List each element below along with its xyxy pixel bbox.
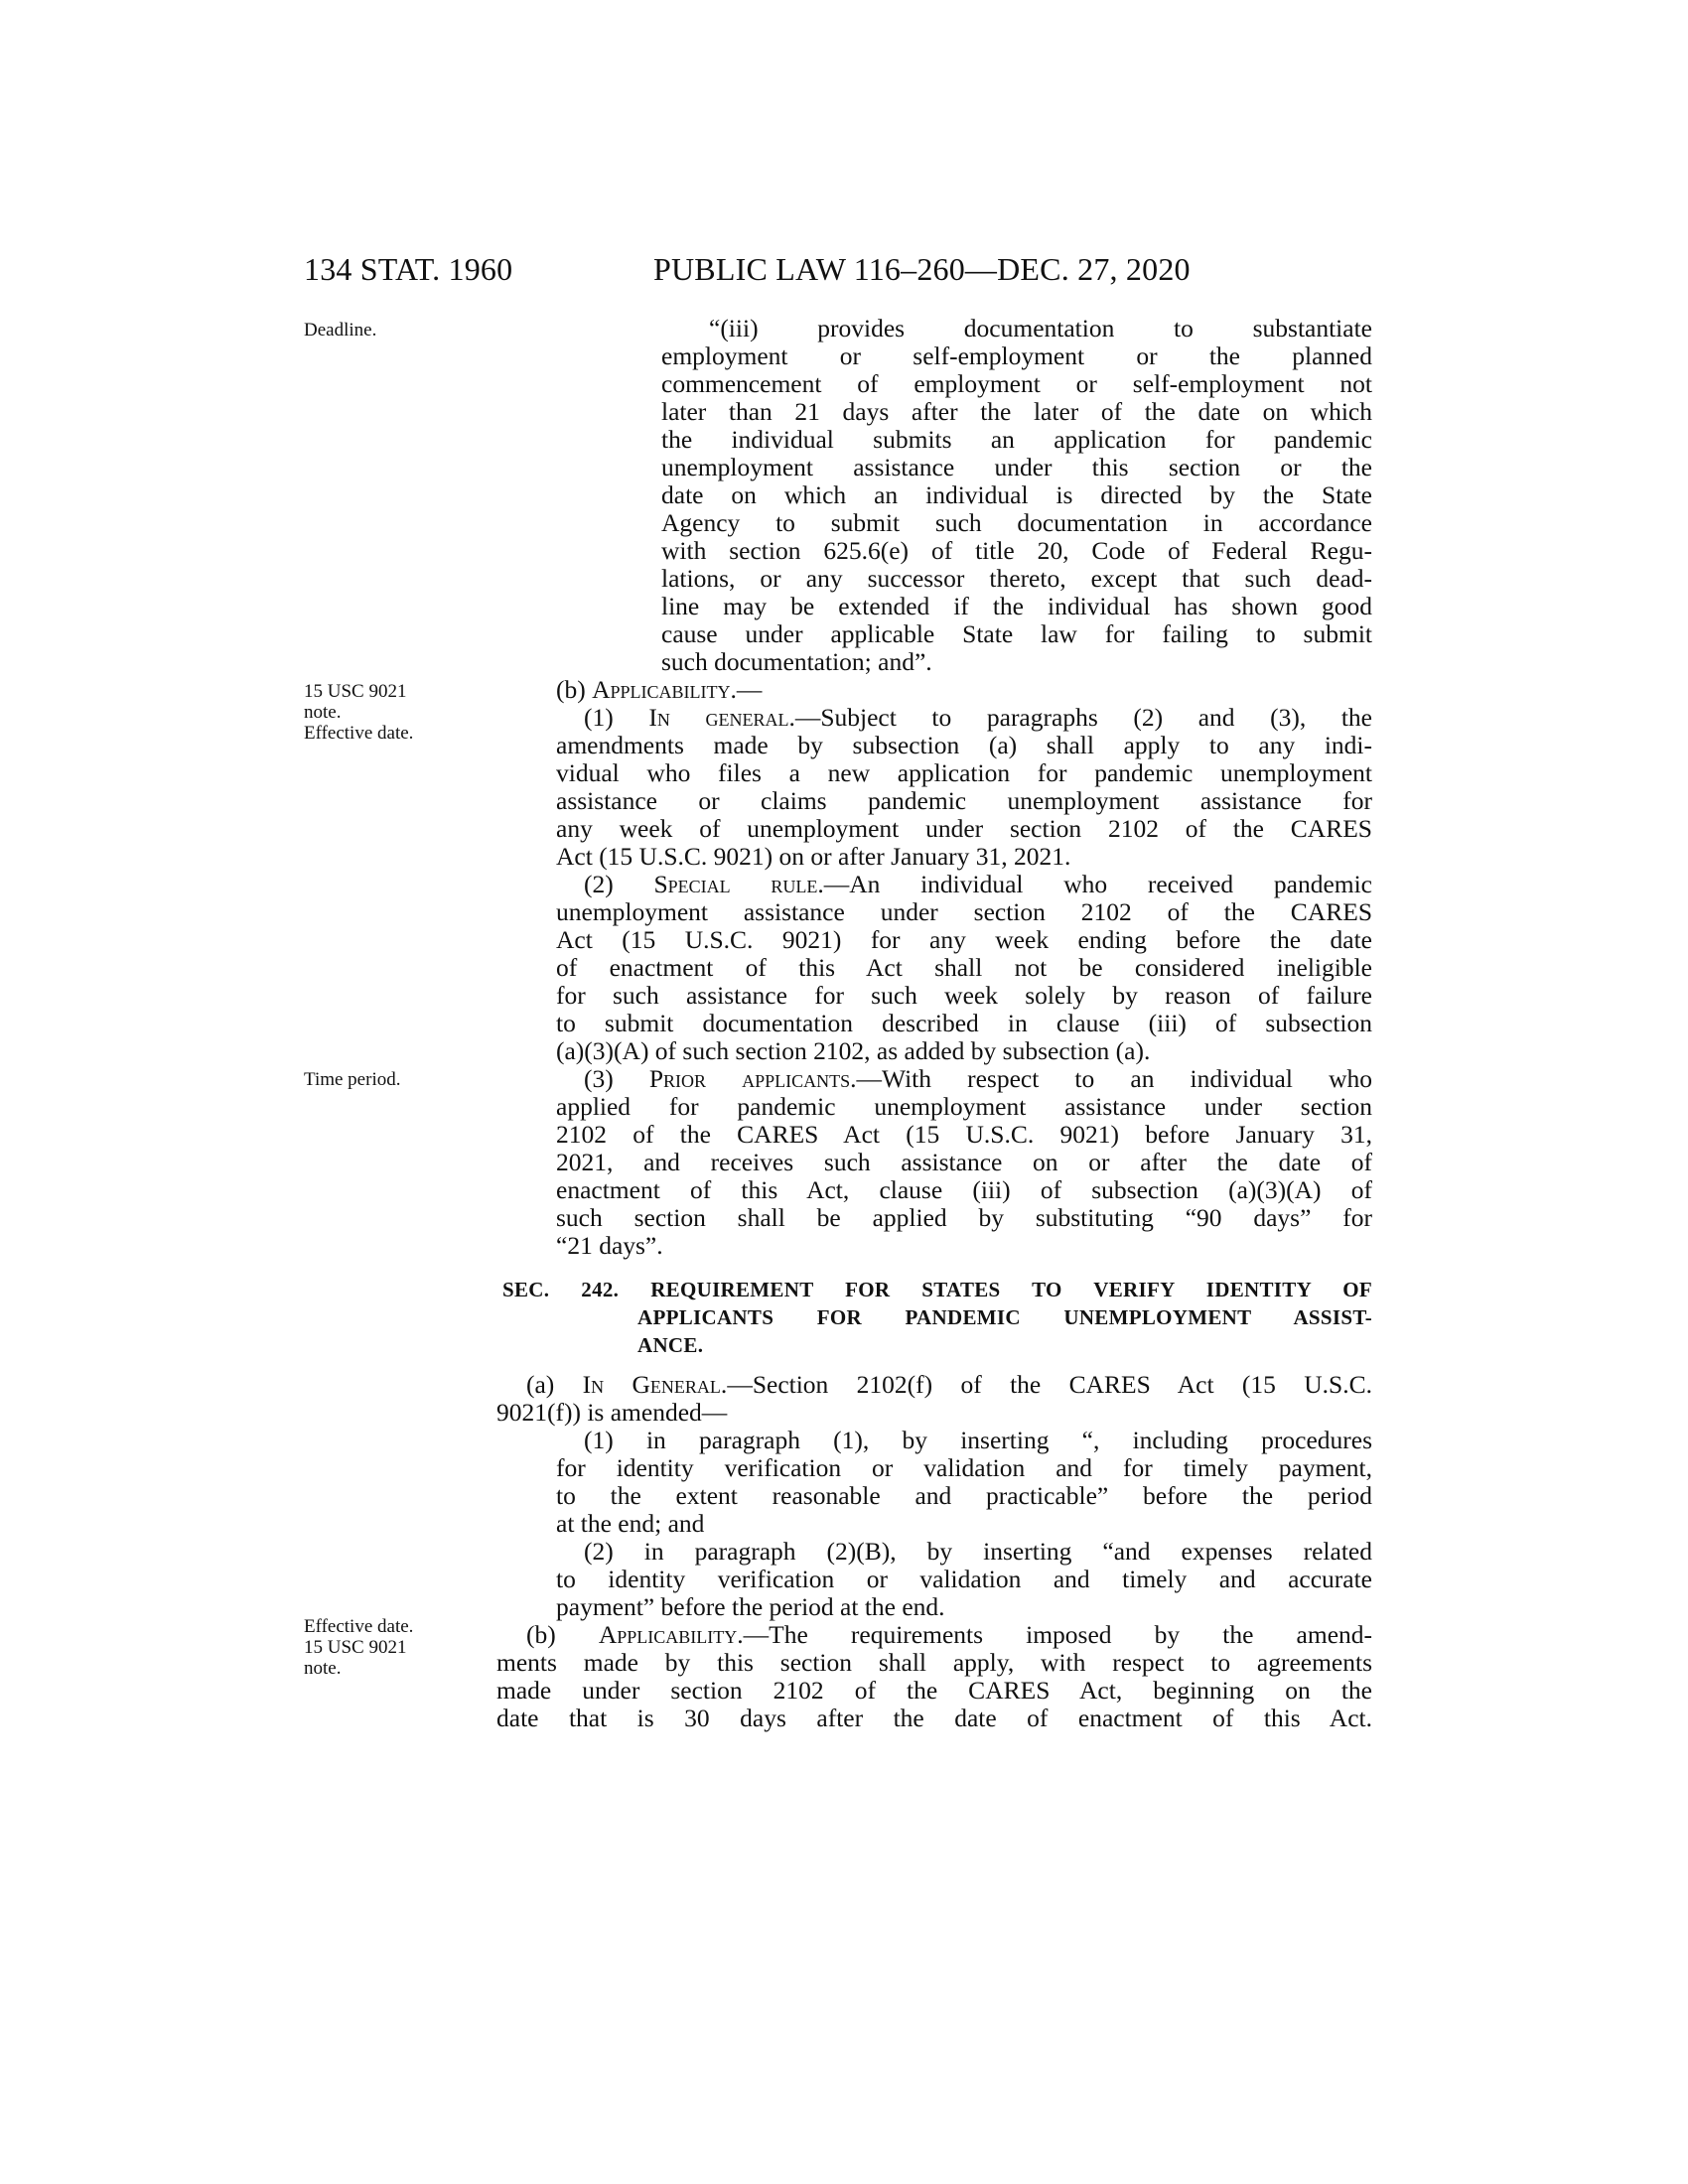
text-line: ments made by this section shall apply, with respect to agreements xyxy=(496,1648,1372,1677)
heading: Applicability. xyxy=(598,1620,744,1649)
label: (2) xyxy=(584,870,654,898)
heading: Special rule. xyxy=(653,870,824,898)
text-line: payment” before the period at the end. xyxy=(556,1592,945,1621)
text: —With respect to an individual who xyxy=(856,1064,1372,1093)
text-line: any week of unemployment under section 2102 of the CARES xyxy=(556,814,1372,843)
text-line: to identity verification or validation and timely and accurate xyxy=(556,1565,1372,1593)
margin-note-applicability xyxy=(304,681,473,744)
text-line: unemployment assistance under this section or the xyxy=(661,453,1372,481)
text-line: (a)(3)(A) of such section 2102, as added by subsection (a). xyxy=(556,1036,1151,1065)
label: (3) xyxy=(584,1064,649,1093)
text-line: 2021, and receives such assistance on or after the date of xyxy=(556,1148,1372,1176)
margin-note-line: Effective date. xyxy=(304,1616,414,1637)
dash: — xyxy=(736,675,763,704)
text-line: cause under applicable State law for failing to submit xyxy=(661,619,1372,648)
paragraph-3-first-line xyxy=(584,1065,1372,1093)
heading: In General. xyxy=(582,1370,728,1399)
label: (1) xyxy=(584,703,649,732)
text-line: for such assistance for such week solely by reason of failure xyxy=(556,981,1372,1010)
text: —An individual who received pandemic xyxy=(823,870,1373,898)
text-line: at the end; and xyxy=(556,1509,705,1538)
margin-note-line: 15 USC 9021 xyxy=(304,1637,407,1658)
text-line: enactment of this Act, clause (iii) of subsection (a)(3)(A) of xyxy=(556,1175,1372,1204)
margin-note-line: Time period. xyxy=(304,1069,401,1090)
heading: In general. xyxy=(648,703,795,732)
margin-note-line: note. xyxy=(304,702,342,723)
margin-note-deadline xyxy=(304,320,473,341)
text-line: applied for pandemic unemployment assistance under section xyxy=(556,1092,1372,1121)
subsection-heading-b xyxy=(556,676,1372,704)
text: —Subject to paragraphs (2) and (3), the xyxy=(794,703,1373,732)
section-title-line: ANCE. xyxy=(637,1333,704,1357)
subsection-b-first-line xyxy=(526,1621,1372,1649)
text-line: lations, or any successor thereto, except that such dead- xyxy=(661,564,1372,593)
text-line: commencement of employment or self-employment not xyxy=(661,369,1372,398)
text-line: made under section 2102 of the CARES Act, beginning on the xyxy=(496,1676,1372,1705)
margin-note-line: note. xyxy=(304,1658,342,1679)
margin-note-time-period xyxy=(304,1069,473,1090)
text-line: 2102 of the CARES Act (15 U.S.C. 9021) before January 31, xyxy=(556,1120,1372,1149)
text-line: “(iii) provides documentation to substantiate xyxy=(709,314,1372,342)
text-line: Act (15 U.S.C. 9021) for any week ending before the date xyxy=(556,925,1372,954)
text-line: (2) in paragraph (2)(B), by inserting “and expenses related xyxy=(584,1537,1372,1566)
text-line: date that is 30 days after the date of enactment of this Act. xyxy=(496,1704,1372,1732)
subsection-a-first-line xyxy=(526,1371,1372,1399)
margin-note-line: Effective date. xyxy=(304,723,414,744)
label: (a) xyxy=(526,1370,583,1399)
text-line: date on which an individual is directed by the State xyxy=(661,480,1372,509)
heading: Prior applicants. xyxy=(648,1064,857,1093)
text-line: to the extent reasonable and practicable” before the period xyxy=(556,1481,1372,1510)
text-line: assistance or claims pandemic unemployment assistance for xyxy=(556,786,1372,815)
stat-reference: 134 STAT. 1960 xyxy=(304,251,513,287)
text-line: line may be extended if the individual has shown good xyxy=(661,592,1372,620)
text-line: Act (15 U.S.C. 9021) on or after January 31, 2021. xyxy=(556,842,1071,871)
text-line: employment or self-employment or the planned xyxy=(661,341,1372,370)
margin-note-line: 15 USC 9021 xyxy=(304,681,407,702)
paragraph-2-first-line xyxy=(584,871,1372,898)
text-line: such section shall be applied by substituting “90 days” for xyxy=(556,1203,1372,1232)
text-line: 9021(f)) is amended— xyxy=(496,1398,728,1427)
section-title-line: SEC. 242. REQUIREMENT FOR STATES TO VERIFY IDENTITY OF xyxy=(502,1278,1372,1301)
section-title-line: APPLICANTS FOR PANDEMIC UNEMPLOYMENT ASSIST- xyxy=(637,1305,1372,1329)
margin-note-effective-date xyxy=(304,1616,473,1679)
heading: Applicability. xyxy=(592,675,737,704)
text-line: unemployment assistance under section 2102 of the CARES xyxy=(556,897,1372,926)
text-line: (1) in paragraph (1), by inserting “, including procedures xyxy=(584,1426,1372,1454)
label: (b) xyxy=(556,675,593,704)
text-line: later than 21 days after the later of the date on which xyxy=(661,397,1372,426)
text-line: to submit documentation described in clause (iii) of subsection xyxy=(556,1009,1372,1037)
margin-note-line: Deadline. xyxy=(304,320,377,341)
text-line: “21 days”. xyxy=(556,1231,663,1260)
text-line: with section 625.6(e) of title 20, Code of Federal Regu- xyxy=(661,536,1372,565)
label: (b) xyxy=(526,1620,599,1649)
text: —The requirements imposed by the amend- xyxy=(743,1620,1373,1649)
paragraph-1-first-line xyxy=(584,704,1372,732)
text-line: such documentation; and”. xyxy=(661,647,932,676)
text-line: for identity verification or validation and for timely payment, xyxy=(556,1453,1372,1482)
text: —Section 2102(f) of the CARES Act (15 U.S.C. xyxy=(727,1370,1372,1399)
text-line: of enactment of this Act shall not be considered ineligible xyxy=(556,953,1372,982)
text-line: vidual who files a new application for pandemic unemployment xyxy=(556,758,1372,787)
text-line: Agency to submit such documentation in accordance xyxy=(661,508,1372,537)
page-title: PUBLIC LAW 116–260—DEC. 27, 2020 xyxy=(653,251,1191,287)
text-line: the individual submits an application for pandemic xyxy=(661,425,1372,454)
text-line: amendments made by subsection (a) shall apply to any indi- xyxy=(556,731,1372,759)
